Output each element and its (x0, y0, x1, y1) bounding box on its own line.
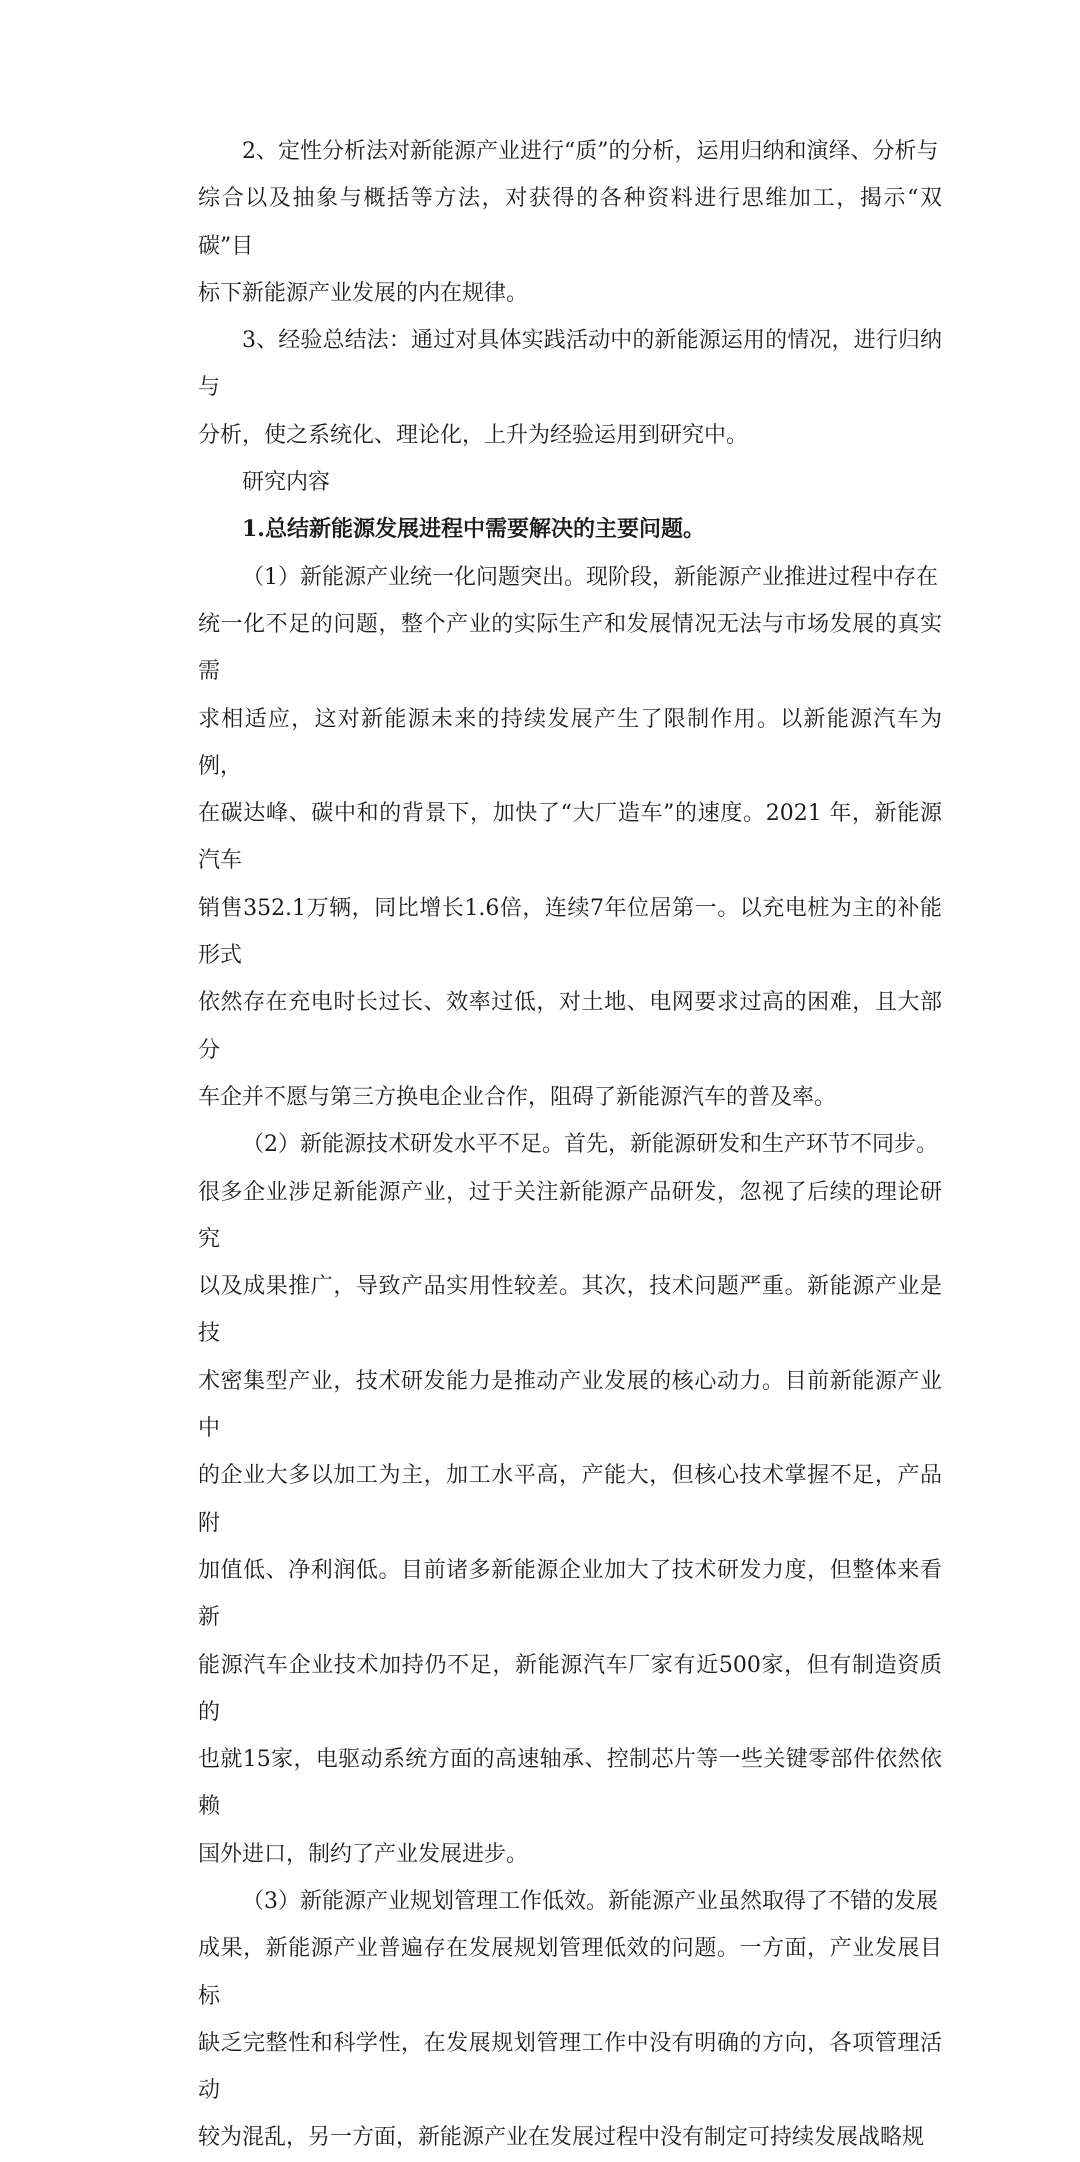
paragraph-problem-2: （2）新能源技术研发水平不足。首先，新能源研发和生产环节不同步。 很多企业涉足新能源产业，过于关注新能源产品研发，忽视了后续的理论研究 以及成果推广，导致产品实用性较差。其次，技术问题严重。新能源产业是技 术密集型产业，技术研发能力是推动产业发展的核心动力。目前新能源产业中 的企业大多以加工为主，加工水平高，产能大，但核心技术掌握不足，产品附 加值低、净利润低。目前诸多新能源企业加大了技术研发力度，但整体来看新 能源汽车企业技术加持仍不足，新能源汽车厂家有近500家，但有制造资质的 也就15家，电驱动系统方面的高速轴承、控制芯片等一些关键零部件依然依赖 国外进口，制约了产业发展进步。 (198, 1132, 942, 1867)
paragraph-problem-3: （3）新能源产业规划管理工作低效。新能源产业虽然取得了不错的发展 成果，新能源产业普遍存在发展规划管理低效的问题。一方面，产业发展目标 缺乏完整性和科学性，在发展规划管理工作中没有明确的方向，各项管理活动 较为混乱，另一方面，新能源产业在发展过程中没有制定可持续发展战略规 (198, 1888, 942, 2151)
section-heading: 研究内容 (242, 470, 331, 496)
document-body (198, 128, 942, 2162)
subheading: 1.总结新能源发展进程中需要解决的主要问题。 (242, 516, 705, 543)
paragraph-problem-1: （1）新能源产业统一化问题突出。现阶段，新能源产业推进过程中存在 统一化不足的问题，整个产业的实际生产和发展情况无法与市场发展的真实需 求相适应，这对新能源未来的持续发展产生了限制作用。以新能源汽车为例， 在碳达峰、碳中和的背景下，加快了“大厂造车”的速度。2021 年，新能源汽车 销售352.1万辆，同比增长1.6倍，连续7年位居第一。以充电桩为主的补能形式 依然存在充电时长过长、效率过低，对土地、电网要求过高的困难，且大部分 车企并不愿与第三方换电企业合作，阻碍了新能源汽车的普及率。 (198, 564, 942, 1110)
paragraph-method-2: 2、定性分析法对新能源产业进行“质”的分析，运用归纳和演绎、分析与 综合以及抽象与概括等方法，对获得的各种资料进行思维加工，揭示“双碳”目 标下新能源产业发展的内在规律。 (198, 139, 942, 306)
paragraph-method-3: 3、经验总结法：通过对具体实践活动中的新能源运用的情况，进行归纳与 分析，使之系统化、理论化，上升为经验运用到研究中。 (198, 328, 942, 448)
